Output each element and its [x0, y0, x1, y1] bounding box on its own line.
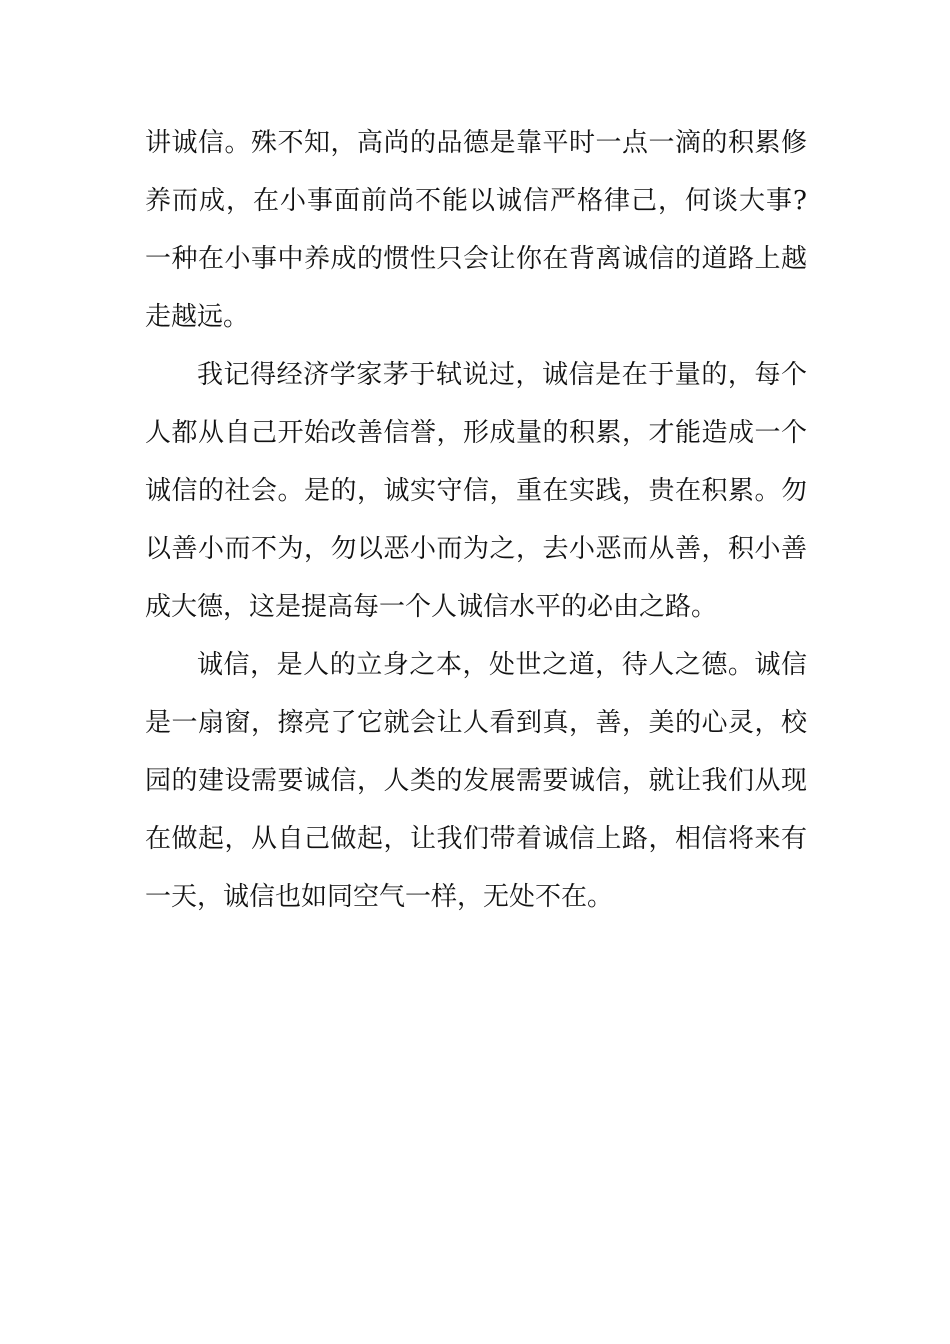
paragraph-economist-quote: 我记得经济学家茅于轼说过，诚信是在于量的，每个人都从自己开始改善信誉，形成量的积累，才能造成一个诚信的社会。是的，诚实守信，重在实践，贵在积累。勿以善小而不为，勿以恶小而为之，去小恶而从善，积小善成大德，这是提高每一个人诚信水平的必由之路。 — [145, 360, 807, 622]
document-body — [145, 114, 807, 926]
paragraph-conclusion: 诚信，是人的立身之本，处世之道，待人之德。诚信是一扇窗，擦亮了它就会让人看到真，善，美的心灵，校园的建设需要诚信，人类的发展需要诚信，就让我们从现在做起，从自己做起，让我们带着诚信上路，相信将来有一天，诚信也如同空气一样，无处不在。 — [145, 650, 807, 912]
paragraph-continuation: 讲诚信。殊不知，高尚的品德是靠平时一点一滴的积累修养而成，在小事面前尚不能以诚信严格律己，何谈大事?一种在小事中养成的惯性只会让你在背离诚信的道路上越走越远。 — [145, 128, 807, 332]
